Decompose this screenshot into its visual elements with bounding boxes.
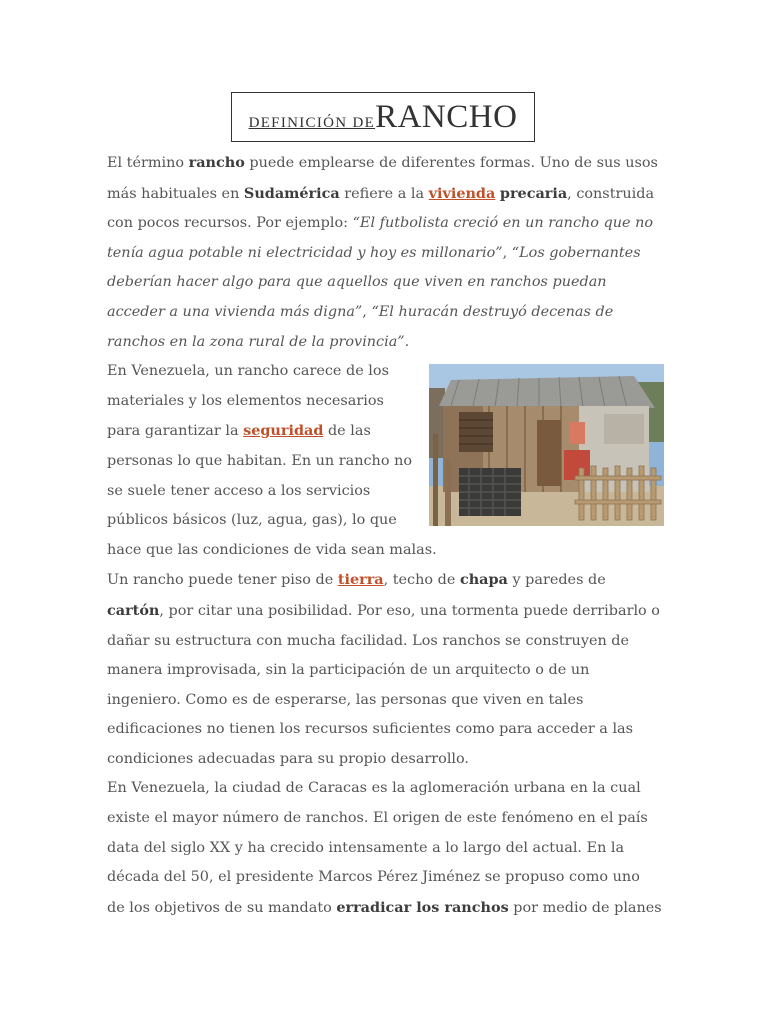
term-sudamerica: Sudamérica — [243, 184, 340, 202]
text-run: , — [502, 244, 512, 261]
text-run: En Venezuela, un rancho carece de los materiales y los elementos necesarios para garantizar la — [107, 363, 389, 440]
example-quote-3: “El huracán destruyó decenas de ranchos en la zona rural de la provincia” — [107, 303, 614, 350]
link-vivienda[interactable]: vivienda — [428, 184, 496, 202]
term-carton: cartón — [107, 601, 160, 619]
example-quote-1: “El futbolista creció en un rancho que no tenía agua potable ni electricidad y hoy es millonario” — [107, 215, 654, 261]
text-run: , techo de — [383, 572, 460, 589]
title-main: RANCHO — [375, 98, 518, 135]
text-run: Un rancho puede tener piso de — [107, 572, 338, 589]
term-precaria: precaria — [499, 184, 568, 202]
link-seguridad[interactable]: seguridad — [243, 422, 324, 440]
shack-photo — [429, 364, 664, 526]
title-prefix: DEFINICIÓN DE — [248, 115, 376, 131]
text-run: por medio de planes — [508, 899, 662, 916]
text-run: puede emplearse de diferentes formas. Uno de sus usos más habituales en — [107, 155, 658, 202]
term-erradicar: erradicar los ranchos — [336, 898, 509, 916]
link-tierra[interactable]: tierra — [337, 571, 384, 589]
text-run: . — [404, 333, 410, 350]
paragraph-caracas — [107, 774, 662, 923]
text-run: de las personas lo que habitan. En un rancho no se suele tener acceso a los servicios públicos básicos (luz, agua, gas), lo que hace que las condiciones de vida sean malas. — [107, 423, 437, 558]
text-run: y paredes de — [507, 572, 606, 589]
text-run: El término — [107, 155, 189, 171]
text-run: , por citar una posibilidad. Por eso, una tormenta puede derribarlo o dañar su estructura con mucha facilidad. Los ranchos se construyen de manera improvisada, sin la participación de un arquitecto o de un ingeniero. Como es de esperarse, las personas que viven en tales edificaciones no tienen los recursos suficientes como para acceder a las condiciones adecuadas para su propio desarrollo. — [107, 602, 660, 767]
body-text — [107, 148, 662, 923]
text-run: refiere a la — [339, 185, 429, 202]
title-box — [231, 92, 535, 142]
term-rancho: rancho — [188, 154, 245, 171]
example-quote-2: “Los gobernantes deberían hacer algo para que aquellos que viven en ranchos puedan acceder a una vivienda más digna” — [107, 244, 641, 320]
text-run: , construida con pocos recursos. Por ejemplo: — [107, 185, 655, 232]
text-run: En Venezuela, la ciudad de Caracas es la aglomeración urbana en la cual existe el mayor número de ranchos. El origen de este fenómeno en el país data del siglo XX y ha crecido intensamente a lo largo del actual. En la década del 50, el presidente Marcos Pérez Jiménez se propuso como uno de los objetivos de su mandato — [107, 780, 648, 916]
paragraph-definition — [107, 148, 662, 357]
paragraph-materiales — [107, 565, 662, 774]
text-run: , — [362, 303, 372, 320]
term-chapa: chapa — [459, 571, 508, 589]
